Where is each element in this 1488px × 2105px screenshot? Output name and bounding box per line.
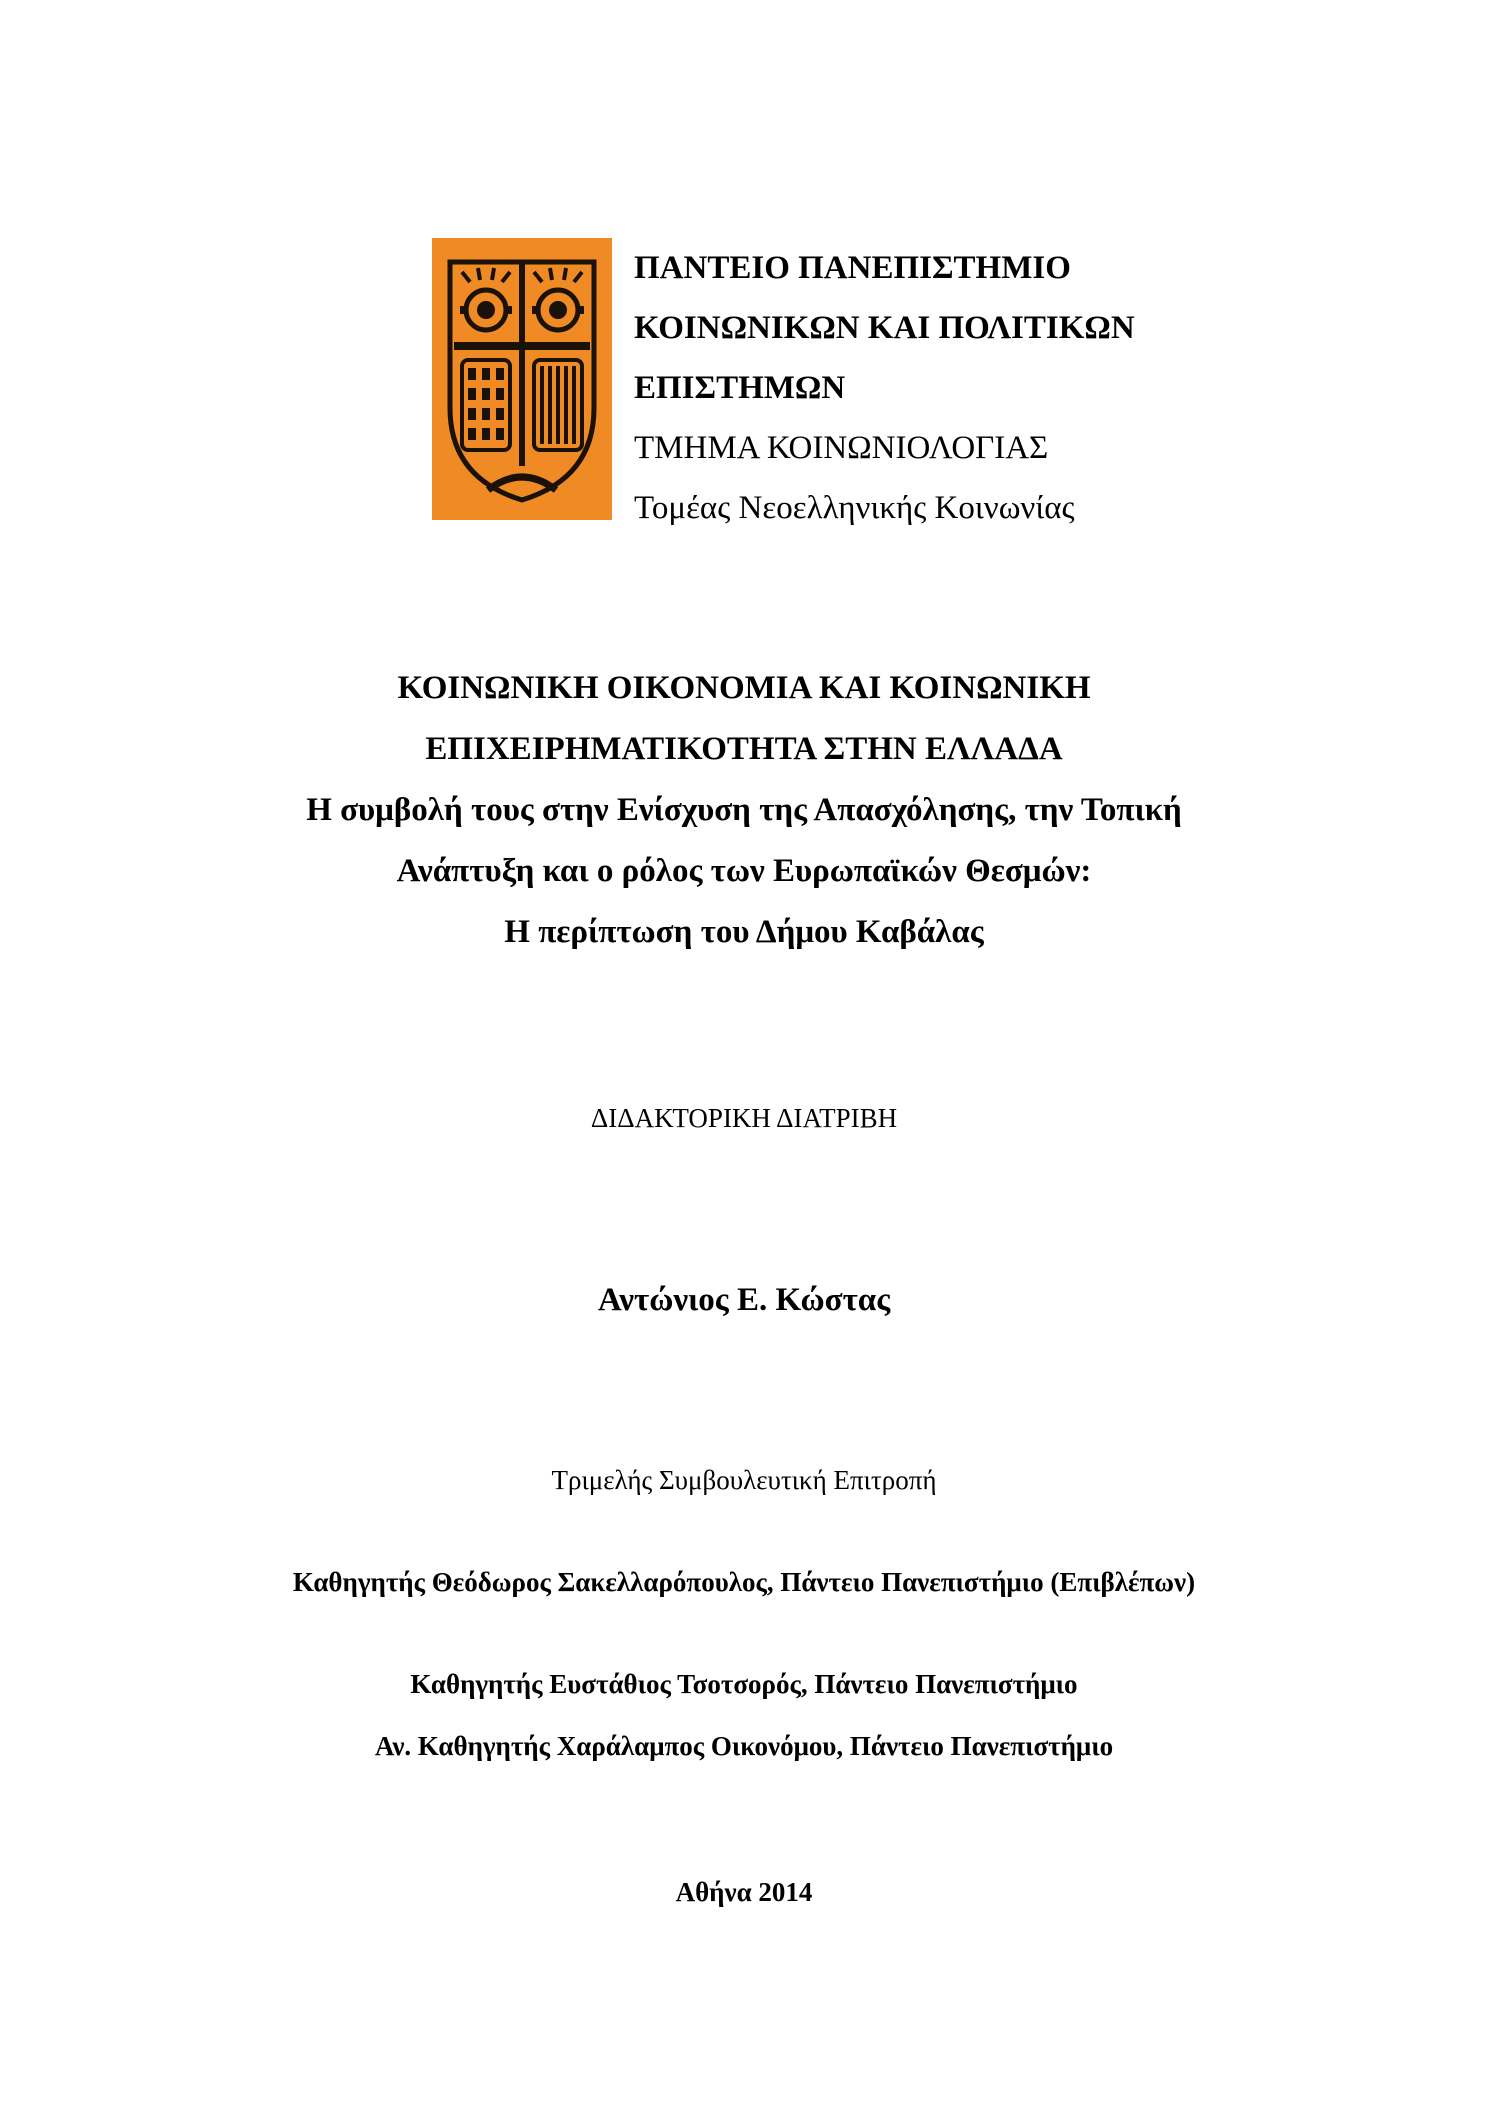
university-name-line-2: ΚΟΙΝΩΝΙΚΩΝ ΚΑΙ ΠΟΛΙΤΙΚΩΝ (634, 310, 1135, 346)
institution-header (432, 238, 1232, 526)
title-line-3: Η συμβολή τους στην Ενίσχυση της Απασχόλησης, την Τοπική (306, 792, 1182, 828)
title-line-4: Ανάπτυξη και ο ρόλος των Ευρωπαϊκών Θεσμών: (396, 853, 1092, 889)
panteion-university-emblem-icon (432, 238, 612, 520)
place-date: Αθήνα 2014 (675, 1877, 813, 1907)
title-line-5: Η περίπτωση του Δήμου Καβάλας (504, 914, 984, 950)
university-name-line-1: ΠΑΝΤΕΙΟ ΠΑΝΕΠΙΣΤΗΜΙΟ (634, 250, 1071, 286)
author-name: Αντώνιος Ε. Κώστας (597, 1282, 891, 1318)
title-line-2: ΕΠΙΧΕΙΡΗΜΑΤΙΚΟΤΗΤΑ ΣΤΗΝ ΕΛΛΑΔΑ (425, 731, 1063, 767)
thesis-type: ΔΙΔΑΚΤΟΡΙΚΗ ΔΙΑΤΡΙΒΗ (590, 1103, 898, 1133)
department-name: ΤΜΗΜΑ ΚΟΙΝΩΝΙΟΛΟΓΙΑΣ (634, 430, 1049, 466)
thesis-title (0, 658, 1488, 963)
title-line-1: ΚΟΙΝΩΝΙΚΗ ΟΙΚΟΝΟΜΙΑ ΚΑΙ ΚΟΙΝΩΝΙΚΗ (397, 670, 1091, 706)
institution-text (634, 238, 1234, 538)
committee-member-supervisor: Καθηγητής Θεόδωρος Σακελλαρόπουλος, Πάντειο Πανεπιστήμιο (Επιβλέπων) (292, 1567, 1196, 1597)
committee-member-3: Αν. Καθηγητής Χαράλαμπος Οικονόμου, Πάντειο Πανεπιστήμιο (374, 1731, 1114, 1761)
sector-name: Τομέας Νεοελληνικής Κοινωνίας (634, 490, 1075, 526)
university-name-line-3: ΕΠΙΣΤΗΜΩΝ (634, 370, 846, 406)
committee-member-2: Καθηγητής Ευστάθιος Τσοτσορός, Πάντειο Πανεπιστήμιο (410, 1669, 1078, 1699)
committee-heading: Τριμελής Συμβουλευτική Επιτροπή (551, 1465, 937, 1495)
